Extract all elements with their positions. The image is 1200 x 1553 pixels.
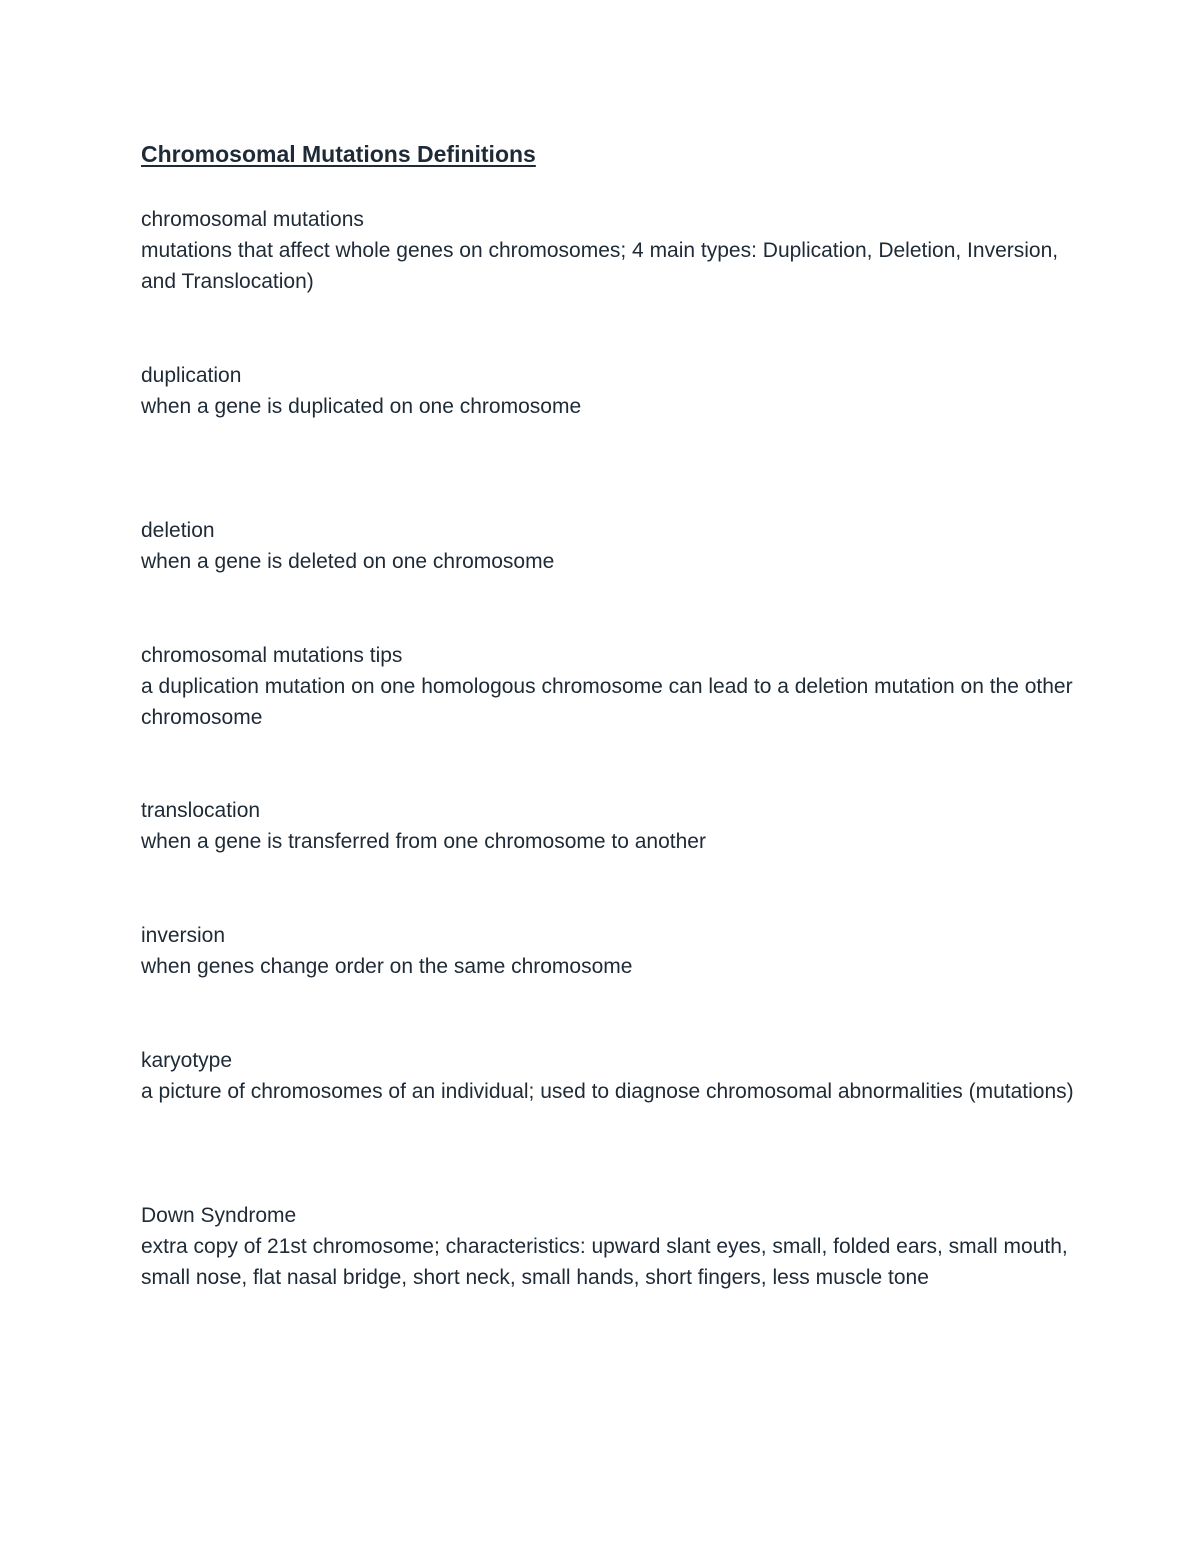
term: duplication [141, 364, 242, 387]
term: chromosomal mutations [141, 208, 364, 231]
definition-entry-inversion [141, 920, 1081, 982]
definition: when a gene is duplicated on one chromosome [141, 395, 582, 419]
term: Down Syndrome [141, 1204, 297, 1227]
definition: a duplication mutation on one homologous chromosome can lead to a deletion mutation on the other chromosome [141, 675, 1073, 730]
term: deletion [141, 519, 215, 542]
definition-entry-down-syndrome [141, 1200, 1081, 1294]
definition: when a gene is transferred from one chromosome to another [141, 830, 706, 854]
definition-entry-deletion [141, 515, 1081, 577]
term: inversion [141, 924, 226, 947]
term: translocation [141, 799, 261, 822]
definition-entry-translocation [141, 795, 1081, 857]
definition-entry-karyotype [141, 1045, 1081, 1107]
definition: extra copy of 21st chromosome; characteristics: upward slant eyes, small, folded ears, small mouth, small nose, flat nasal bridge, short neck, small hands, short fingers, less muscle tone [141, 1235, 1068, 1290]
definition-entry-duplication [141, 360, 1081, 422]
definition: when genes change order on the same chromosome [141, 955, 633, 979]
definition: mutations that affect whole genes on chromosomes; 4 main types: Duplication, Deletion, Inversion, and Translocation) [141, 239, 1059, 294]
definition-entry-chromosomal-mutations-tips [141, 640, 1081, 734]
definition-entry-chromosomal-mutations [141, 204, 1081, 298]
definition: a picture of chromosomes of an individual; used to diagnose chromosomal abnormalities (mutations) [141, 1080, 1074, 1104]
page-title: Chromosomal Mutations Definitions [141, 141, 536, 167]
definition: when a gene is deleted on one chromosome [141, 550, 555, 574]
term: chromosomal mutations tips [141, 644, 403, 667]
term: karyotype [141, 1049, 233, 1072]
